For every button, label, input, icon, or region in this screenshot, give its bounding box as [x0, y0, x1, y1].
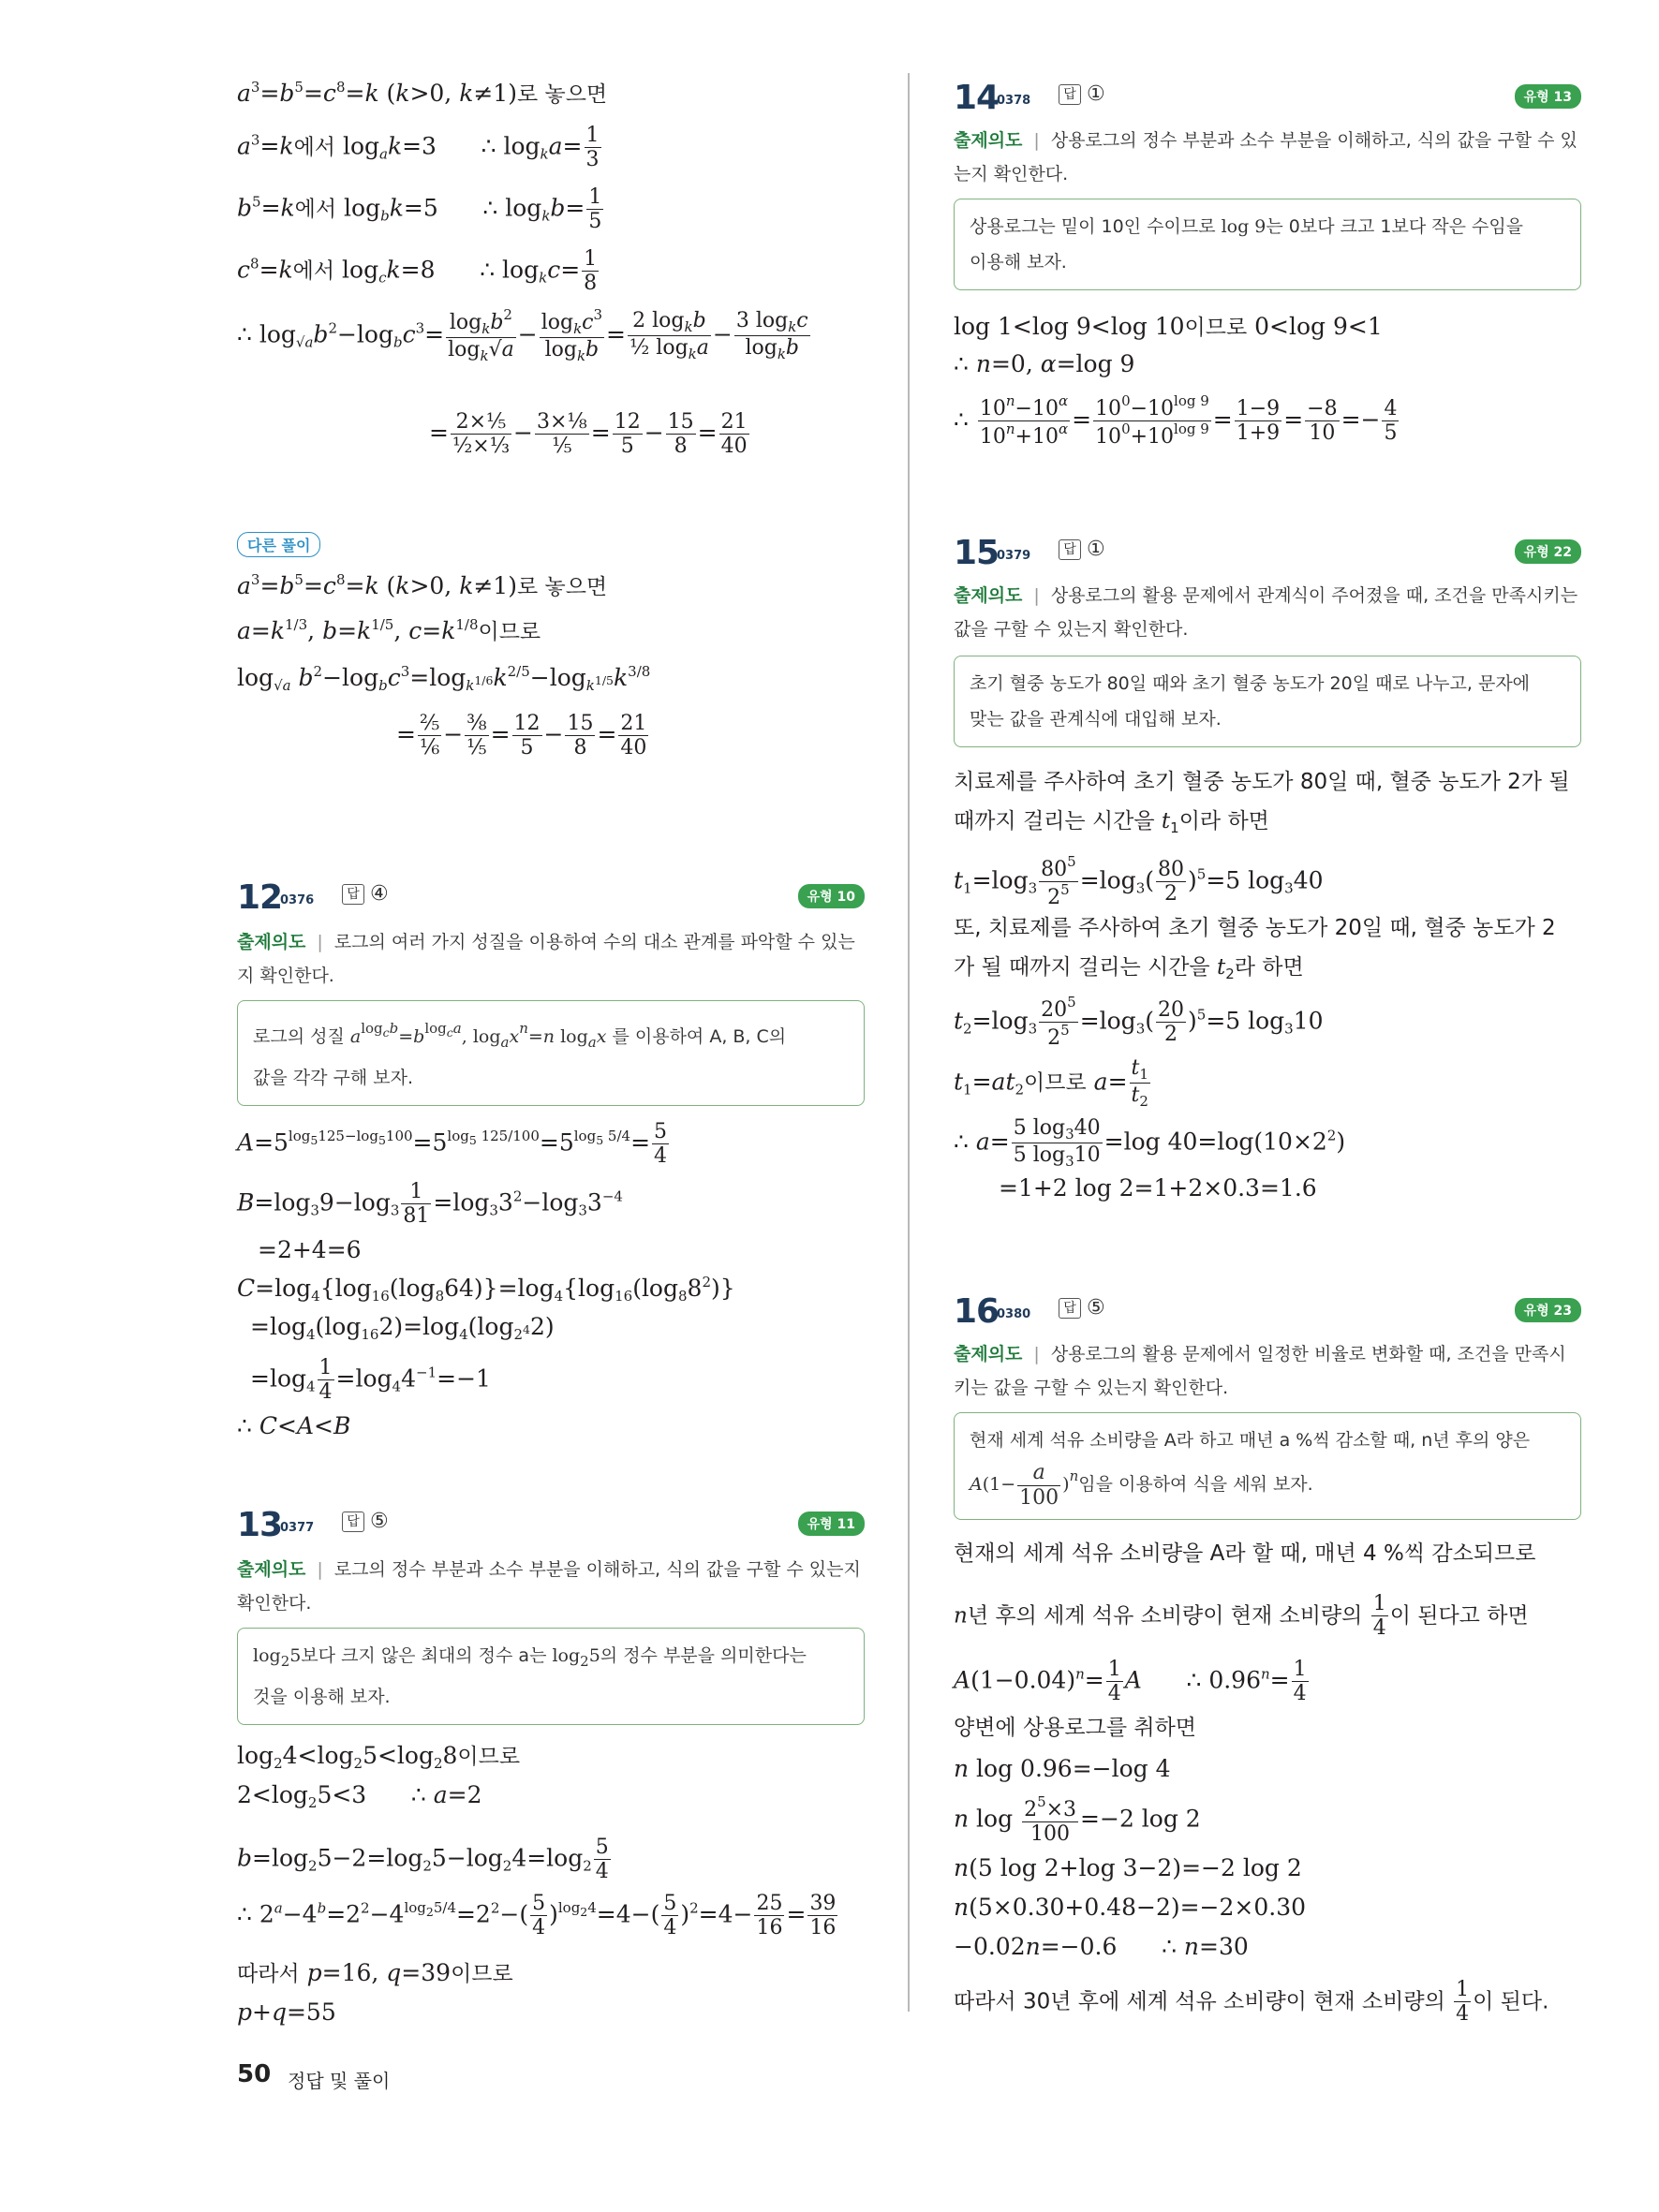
solution-line: $c^8=k$에서 $\log_ck=8$ ∴ $\log_kc=$ $\frac{1}{8}$: [237, 247, 598, 296]
problem-code: 0380: [997, 1307, 1031, 1321]
solution-line: n(5×0.30+0.48−2)=−2×0.30: [954, 1894, 1307, 1921]
intent-text: 상용로그의 정수 부분과 소수 부분을 이해하고, 식의 값을 구할 수 있는지 확인한다.: [954, 130, 1578, 184]
solution-line: 치료제를 주사하여 초기 혈중 농도가 80일 때, 혈중 농도가 2가 될: [954, 770, 1570, 794]
solution-line: 때까지 걸리는 시간을 $t_1$이라 하면: [954, 809, 1269, 836]
answer-icon: 답: [1059, 1298, 1081, 1319]
problem-code: 0378: [997, 94, 1031, 108]
solution-line: $2<\log_25<3$ ∴ a=2: [237, 1781, 482, 1811]
problem-code: 0377: [280, 1521, 315, 1535]
problem-number: 16: [954, 1292, 1000, 1331]
solution-line: log 1<log 9<log 10이므로 0<log 9<1: [954, 313, 1383, 340]
type-badge: 유형 23: [1515, 1298, 1581, 1322]
hint-text: 맞는 값을 관계식에 대입해 보자.: [970, 709, 1222, 730]
hint-text: 로그의 성질: [253, 1026, 345, 1047]
solution-line: =2+4=6: [258, 1236, 362, 1263]
alternate-solution-badge: 다른 풀이: [237, 532, 320, 557]
solution-line: n log $\frac{2^5\times 3}{100}$ =−2 log 2: [954, 1793, 1201, 1847]
hint-text: 임을 이용하여 식을 세워 보자.: [1078, 1474, 1313, 1495]
solution-line: $t_1=at_2$이므로 a= $\frac{t_1}{t_2}$: [954, 1056, 1148, 1111]
type-badge: 유형 22: [1515, 539, 1581, 564]
solution-line: ∴ n=0, α=log 9: [954, 350, 1135, 377]
problem-code: 0379: [997, 549, 1031, 563]
solution-line: $a=k^{1/3}$, $b=k^{1/5}$, $c=k^{1/8}$이므로: [237, 616, 541, 644]
solution-line: 따라서 p=16, q=39이므로: [237, 1959, 513, 1986]
problem-intent: 출제의도 | 로그의 여러 가지 성질을 이용하여 수의 대소 관계를 파악할 수 있는지 확인한다.: [237, 932, 855, 986]
solution-line: $\log_24<\log_25<\log_28$이므로: [237, 1742, 521, 1772]
solution-line: 현재의 세계 석유 소비량을 A라 할 때, 매년 4 %씩 감소되므로: [954, 1541, 1536, 1566]
solution-line: ∴ $\frac{10^n-10^\alpha}{10^n+10^\alpha}$ = $\frac{10^0-10^{log 9}}{10^0+10^{log 9}}$ = $\frac{1-9}{1+9}$ = $\frac{-8}{10}$ =− $\frac{4}{5}$: [954, 392, 1398, 450]
hint-text: 현재 세계 석유 소비량을 A라 하고 매년 a %씩 감소할 때, n년 후의 양은: [970, 1430, 1531, 1451]
hint-text: 초기 혈중 농도가 80일 때와 초기 혈중 농도가 20일 때로 나누고, 문자에: [970, 673, 1531, 694]
solution-line: =1+2 log 2=1+2×0.3=1.6: [999, 1174, 1317, 1202]
solution-line: $A(1-0.04)^n=$ $\frac{1}{4}$ A ∴ $0.96^n=$ $\frac{1}{4}$: [954, 1658, 1307, 1706]
problem-intent: 출제의도 | 로그의 정수 부분과 소수 부분을 이해하고, 식의 값을 구할 수 있는지 확인한다.: [237, 1559, 861, 1614]
solution-line: n년 후의 세계 석유 소비량이 현재 소비량의 $\frac{1}{4}$ 이 된다고 하면: [954, 1592, 1529, 1641]
column-divider: [908, 73, 910, 2012]
problem-16-header: [954, 1292, 1581, 1330]
solution-line: 또, 치료제를 주사하여 초기 혈중 농도가 20일 때, 혈중 농도가 2: [954, 916, 1556, 940]
solution-line: −0.02n=−0.6 ∴ n=30: [954, 1933, 1249, 1960]
problem-13-header: [237, 1506, 865, 1543]
hint-text: 이용해 보자.: [970, 252, 1067, 273]
solution-line: $a^3=k$에서 $\log_ak=3$ ∴ $\log_ka=$ $\frac{1}{3}$: [237, 124, 600, 172]
solution-line: $B=\log_39-\log_3$ $\frac{1}{81}$ $=\log_33^2-\log_33^{-4}$: [237, 1180, 623, 1229]
page-number: 50: [237, 2060, 272, 2088]
solution-line: n log 0.96=−log 4: [954, 1755, 1171, 1782]
footer-label: 정답 및 풀이: [288, 2070, 391, 2092]
type-badge: 유형 10: [798, 884, 865, 908]
problem-intent: 출제의도 | 상용로그의 활용 문제에서 관계식이 주어졌을 때, 조건을 만족시키는 값을 구할 수 있는지 확인한다.: [954, 585, 1578, 640]
answer-value: ①: [1087, 82, 1105, 106]
solution-line: $C=\log_4\{\log_{16}(\log_864)\}=\log_4\{\log_{16}(\log_88^2)\}$: [237, 1274, 735, 1305]
hint-box: 로그의 성질 $a^{log_cb}=b^{log_ca}$, $\log_ax^n=n$ $\log_ax$ 를 이용하여 A, B, C의 값을 각각 구해 보자.: [237, 1000, 865, 1106]
problem-number: 12: [237, 878, 283, 917]
answer-value: ⑤: [1087, 1296, 1105, 1320]
answer-value: ⑤: [370, 1510, 389, 1533]
answer-icon: 답: [342, 1512, 364, 1532]
solution-line: $=\log_4$ $\frac{1}{4}$ $=\log_44^{-1}=-1$: [250, 1356, 491, 1405]
solution-line: 양변에 상용로그를 취하면: [954, 1716, 1197, 1740]
problem-intent: 출제의도 | 상용로그의 활용 문제에서 일정한 비율로 변화할 때, 조건을 만족시키는 값을 구할 수 있는지 확인한다.: [954, 1344, 1566, 1398]
hint-text: 값을 각각 구해 보자.: [253, 1068, 413, 1088]
hint-text: 의 정수 부분을 의미한다는: [600, 1645, 807, 1666]
intent-label: 출제의도: [237, 932, 306, 952]
solution-line: = $\frac{\text{⅖}}{\text{⅙}}$ − $\frac{\text{⅜}}{\text{⅕}}$ = $\frac{12}{5}$ − $\frac{15}{8}$ = $\frac{21}{40}$: [396, 712, 647, 760]
problem-code: 0376: [280, 893, 315, 907]
solution-line: ∴ $2^a-4^b=2^2-4^{log_25/4}=2^2-$( $\frac{5}{4}$ )$^{log_24}$=4−( $\frac{5}{4}$ )$^2$=4− $\frac{25}{16}$ = $\frac{39}{16}$: [237, 1892, 837, 1940]
type-badge: 유형 13: [1515, 84, 1581, 109]
hint-box: [954, 656, 1581, 747]
hint-box: 현재 세계 석유 소비량을 A라 하고 매년 a %씩 감소할 때, n년 후의 양은 A(1− $\frac{a}{100}$ )$^n$임을 이용하여 식을 세워 보자.: [954, 1412, 1581, 1520]
hint-text: 것을 이용해 보자.: [253, 1687, 391, 1707]
solution-line: n(5 log 2+log 3−2)=−2 log 2: [954, 1854, 1302, 1881]
intent-text: 상용로그의 활용 문제에서 일정한 비율로 변화할 때, 조건을 만족시키는 값을 구할 수 있는지 확인한다.: [954, 1344, 1566, 1398]
solution-line: $b^5=k$에서 $\log_bk=5$ ∴ $\log_kb=$ $\frac{1}{5}$: [237, 185, 602, 234]
intent-text: 로그의 여러 가지 성질을 이용하여 수의 대소 관계를 파악할 수 있는지 확인한다.: [237, 932, 855, 986]
type-badge: 유형 11: [798, 1512, 865, 1536]
hint-text: 를 이용하여 A, B, C의: [612, 1026, 787, 1047]
solution-line: $\log_{√a} b^2-\log_bc^3=\log_{k^{1/6}}k^{2/5}-\log_{k^{1/5}}k^{3/8}$: [237, 663, 651, 694]
problem-12-header: [237, 878, 865, 916]
solution-line: $=\log_4(\log_{16}2)=\log_4(\log_{2^4}2)$: [250, 1313, 555, 1343]
intent-label: 출제의도: [954, 130, 1023, 151]
hint-box: $\log_25$보다 크지 않은 최대의 정수 a는 $\log_25$의 정수 부분을 의미한다는 것을 이용해 보자.: [237, 1628, 865, 1725]
solution-line: ∴ C<A<B: [237, 1412, 351, 1439]
hint-text: 상용로그는 밑이 10인 수이므로: [970, 216, 1216, 237]
solution-line: = $\frac{\text{2×⅕}}{\text{½×⅓}}$ − $\frac{\text{3×⅛}}{\text{⅕}}$ = $\frac{12}{5}$ − $\frac{15}{8}$ = $\frac{21}{40}$: [429, 410, 748, 459]
intent-text: 상용로그의 활용 문제에서 관계식이 주어졌을 때, 조건을 만족시키는 값을 구할 수 있는지 확인한다.: [954, 585, 1578, 640]
hint-box: 상용로그는 밑이 10인 수이므로 log 9는 0보다 크고 1보다 작은 수임을 이용해 보자.: [954, 199, 1581, 290]
problem-14-header: [954, 79, 1581, 116]
problem-number: 15: [954, 534, 1000, 572]
solution-line: $A=5^{log_5125-log_5100}=5^{log_5 125/100}=5^{log_5 5/4}=$ $\frac{5}{4}$: [237, 1120, 668, 1169]
problem-15-header: [954, 534, 1581, 571]
intent-label: 출제의도: [954, 585, 1023, 606]
answer-value: ①: [1087, 538, 1105, 561]
answer-icon: 답: [342, 884, 364, 905]
solution-line: $t_1=\log_3$ $\frac{80^5}{2^5}$ $=\log_3$( $\frac{80}{2}$ )$^5$=5 $\log_340$: [954, 853, 1324, 910]
solution-line: $b=\log_25-2=\log_25-\log_24=\log_2$ $\frac{5}{4}$: [237, 1836, 609, 1884]
answer-icon: 답: [1059, 84, 1081, 105]
answer-value: ④: [370, 882, 389, 906]
answer-icon: 답: [1059, 539, 1081, 560]
solution-line: $t_2=\log_3$ $\frac{20^5}{2^5}$ $=\log_3$( $\frac{20}{2}$ )$^5$=5 $\log_310$: [954, 994, 1324, 1051]
solution-line: 가 될 때까지 걸리는 시간을 $t_2$라 하면: [954, 955, 1304, 982]
problem-number: 13: [237, 1506, 283, 1544]
intent-label: 출제의도: [237, 1559, 306, 1580]
solution-line: $a^3=b^5=c^8=k$ (k>0, k≠1)로 놓으면: [237, 79, 608, 107]
problem-number: 14: [954, 79, 1000, 117]
solution-line: ∴ a= $\frac{5 \log_340}{5 \log_310}$ =log $40=\log(10\times 2^2)$: [954, 1116, 1346, 1171]
solution-line: $a^3=b^5=c^8=k$ (k>0, k≠1)로 놓으면: [237, 571, 608, 599]
hint-text: 보다 크지 않은 최대의 정수 a는: [301, 1645, 547, 1666]
solution-line: 따라서 30년 후에 세계 석유 소비량이 현재 소비량의 $\frac{1}{4}$ 이 된다.: [954, 1978, 1549, 2027]
problem-intent: 출제의도 | 상용로그의 정수 부분과 소수 부분을 이해하고, 식의 값을 구할 수 있는지 확인한다.: [954, 130, 1578, 184]
solution-line: ∴ $\log_{√a}b^2-\log_bc^3=$ $\frac{\log_kb^2}{\log_k√a}$ − $\frac{\log_kc^3}{\log_kb}$ = $\frac{2 \log_kb}{\frac{1}{2} \log_ka}$ − $\frac{3 \log_kc}{\log_kb}$: [237, 306, 808, 365]
hint-text: 는 0보다 크고 1보다 작은 수임을: [1266, 216, 1524, 237]
intent-label: 출제의도: [954, 1344, 1023, 1364]
intent-text: 로그의 정수 부분과 소수 부분을 이해하고, 식의 값을 구할 수 있는지 확인한다.: [237, 1559, 861, 1614]
solution-line: p+q=55: [237, 1998, 336, 2026]
